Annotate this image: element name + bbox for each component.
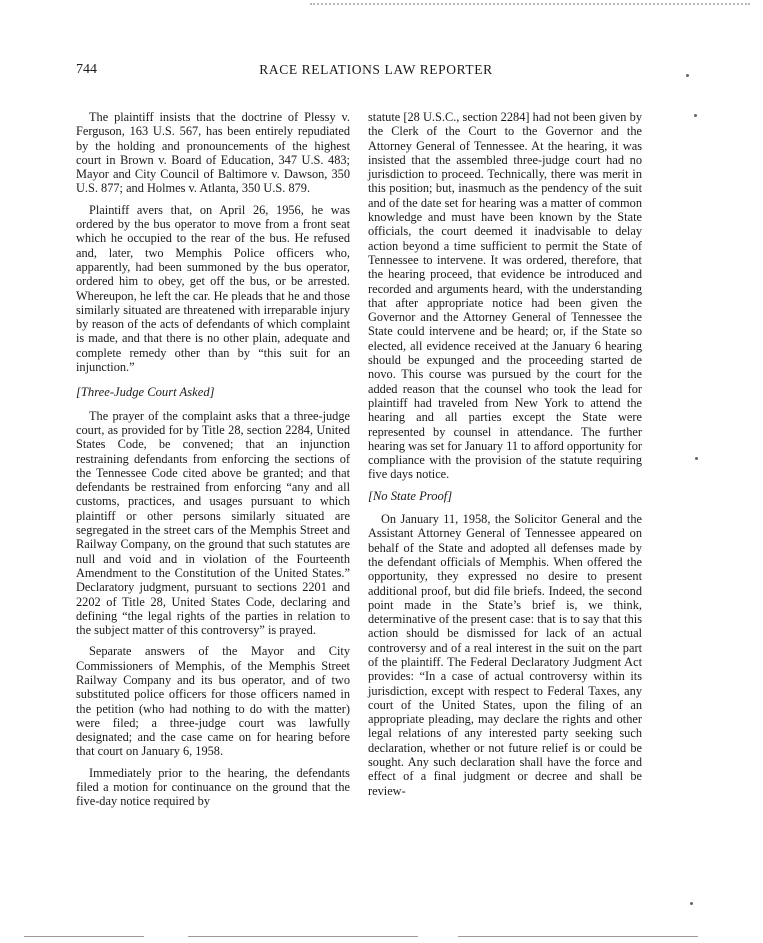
running-title: RACE RELATIONS LAW REPORTER (259, 62, 493, 77)
section-heading-three-judge-court: [Three-Judge Court Asked] (76, 385, 215, 400)
paragraph-statute-notice: statute [28 U.S.C., section 2284] had not been given by the Clerk of the Court to the Governor and the Attorney General of Tennessee. At the hearing, it was insisted that the assembled three-judge court had no jurisdiction to proceed. Technically, there was merit in this position; but, inasmuch as the pendency of the suit and of the date set for hearing was a matter of common knowledge and must have been known by the State officials, the court deemed it inadvisable to delay action beyond a time sufficient to permit the State of Tennessee to intervene. It was ordered, therefore, that the hearing proceed, that evidence be introduced and recorded and arguments heard, with the understanding that after appropriate notice had been given the Governor and the Attorney General of Tennessee the State could intervene and be heard; or, if the State so elected, all evidence received at the January 6 hearing should be expunged and the proceeding started de novo. This course was pursued by the court for the added reason that the counsel who took the lead for plaintiff had traveled from New York to attend the hearing and all parties except the State were represented by counsel in attendance. The further hearing was set for January 11 to afford opportunity for compliance with the provision of the statute requiring five days notice. (368, 110, 642, 482)
paragraph-plessy-doctrine: The plaintiff insists that the doctrine of Plessy v. Ferguson, 163 U.S. 567, has been entirely repudiated by the holding and pronouncements of the highest court in Brown v. Board of Education, 347 U.S. 483; Mayor and City Council of Baltimore v. Dawson, 350 U.S. 877; and Holmes v. Atlanta, 350 U.S. 879. (76, 110, 350, 196)
section-heading-no-state-proof: [No State Proof] (368, 488, 453, 503)
scan-speck (686, 74, 689, 77)
paragraph-separate-answers: Separate answers of the Mayor and City Commissioners of Memphis, of the Memphis Street Railway Company and its bus operator, and of two substituted police officers for those officers named in the petition (who had nothing to do with the matter) were filed; a three-judge court was lawfully designated; and the case came on for hearing before that court on January 6, 1958. (76, 644, 350, 759)
paragraph-prayer-of-complaint: The prayer of the complaint asks that a three-judge court, as provided for by Title 28, section 2284, United States Code, be convened; that an injunction restraining defendants from enforcing the sections of the Tennessee Code cited above be granted; and that defendants be restrained from enforcing “any and all customs, practices, and usages pursuant to which plaintiff or other persons similarly situated are segregated in the street cars of the Memphis Street and Railway Company, on the ground that such statutes are null and void and in violation of the Fourteenth Amendment to the Constitution of the United States.” Declaratory judgment, pursuant to sections 2201 and 2202 of Title 28, United States Code, declaring and defining “the legal rights of the parties in relation to the subject matter of this controversy” is prayed. (76, 408, 350, 638)
paragraph-january-hearing: On January 11, 1958, the Solicitor General and the Assistant Attorney General of Tennessee appeared on behalf of the State and adopted all defenses made by the defendant officials of Memphis. When offered the opportunity, they expressed no desire to present additional proof, but did file briefs. Indeed, the second point made in the State’s brief is, we think, determinative of the present case: that is to say that this action should be dismissed for lack of an actual controversy and of a real interest in the suit on the part of the plaintiff. The Federal Declaratory Judgment Act provides: “In a case of actual controversy within its jurisdiction, except with respect to Federal Taxes, any court of the United States, upon the filing of an appropriate pleading, may declare the rights and other legal relations of any interested party seeking such declaration, whether or not future relief is or could be sought. Any such declaration shall have the force and effect of a final judgment or decree and shall be review- (368, 512, 642, 798)
page-header (76, 62, 644, 84)
scan-edge-line (458, 936, 698, 937)
page-number: 744 (76, 62, 97, 77)
right-column (368, 110, 642, 805)
left-column (76, 110, 350, 816)
scan-speck (690, 902, 693, 905)
paragraph-plaintiff-avers: Plaintiff avers that, on April 26, 1956, he was ordered by the bus operator to move from a front seat which he occupied to the rear of the bus. He refused and, later, two Memphis Police officers who, apparently, had been summoned by the bus operator, ordered him to obey, get off the bus, or be arrested. Whereupon, he left the car. He pleads that he and those similarly situated are threatened with irreparable injury by reason of the acts of defendants of which complaint is made, and that there is no other plain, adequate and complete remedy other than by “this suit for an injunction.” (76, 202, 350, 375)
scan-edge-line (188, 936, 418, 937)
paragraph-motion-continuance: Immediately prior to the hearing, the defendants filed a motion for continuance on the ground that the five-day notice required by (76, 765, 350, 809)
scan-edge-dots (310, 3, 750, 7)
scan-speck (695, 457, 698, 460)
scan-speck (694, 114, 697, 117)
scan-edge-line (24, 936, 144, 937)
